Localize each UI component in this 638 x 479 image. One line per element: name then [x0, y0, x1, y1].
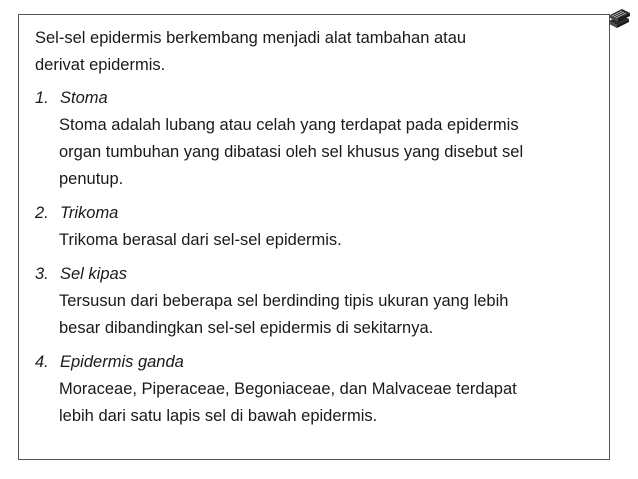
- description-line: Stoma adalah lubang atau celah yang terdapat pada epidermis: [59, 116, 519, 134]
- list-item-description: [35, 112, 610, 193]
- list-item-description: [35, 227, 610, 254]
- list-item-epidermis-ganda: [35, 349, 610, 430]
- list-item-stoma: [35, 85, 610, 193]
- intro-line: derivat epidermis.: [35, 56, 166, 74]
- list-item-number: 4.: [35, 353, 49, 371]
- intro-line: Sel-sel epidermis berkembang menjadi alat tambahan atau: [35, 29, 467, 47]
- description-line: Moraceae, Piperaceae, Begoniaceae, dan Malvaceae terdapat: [59, 380, 517, 398]
- description-line: Trikoma berasal dari sel-sel epidermis.: [59, 231, 342, 249]
- list-item-description: [35, 288, 610, 342]
- description-line: Tersusun dari beberapa sel berdinding tipis ukuran yang lebih: [59, 292, 509, 310]
- list-item-trikoma: [35, 200, 610, 254]
- list-item-sel-kipas: [35, 261, 610, 342]
- list-item-title: Epidermis ganda: [60, 353, 184, 371]
- list-item-number: 3.: [35, 265, 49, 283]
- description-line: penutup.: [59, 170, 124, 188]
- list-item-description: [35, 376, 610, 430]
- list-item-number: 2.: [35, 204, 49, 222]
- list-item-title: Trikoma: [60, 204, 119, 222]
- list-item-heading: [35, 85, 610, 112]
- list-item-number: 1.: [35, 89, 49, 107]
- list-item-heading: [35, 200, 610, 227]
- description-line: organ tumbuhan yang dibatasi oleh sel khusus yang disebut sel: [59, 143, 524, 161]
- list-item-heading: [35, 349, 610, 376]
- list-item-title: Stoma: [60, 89, 108, 107]
- list-item-title: Sel kipas: [60, 265, 127, 283]
- description-line: lebih dari satu lapis sel di bawah epidermis.: [59, 407, 378, 425]
- text-body: [35, 25, 610, 437]
- description-line: besar dibandingkan sel-sel epidermis di sekitarnya.: [59, 319, 434, 337]
- list-item-heading: [35, 261, 610, 288]
- intro-paragraph: [35, 25, 610, 79]
